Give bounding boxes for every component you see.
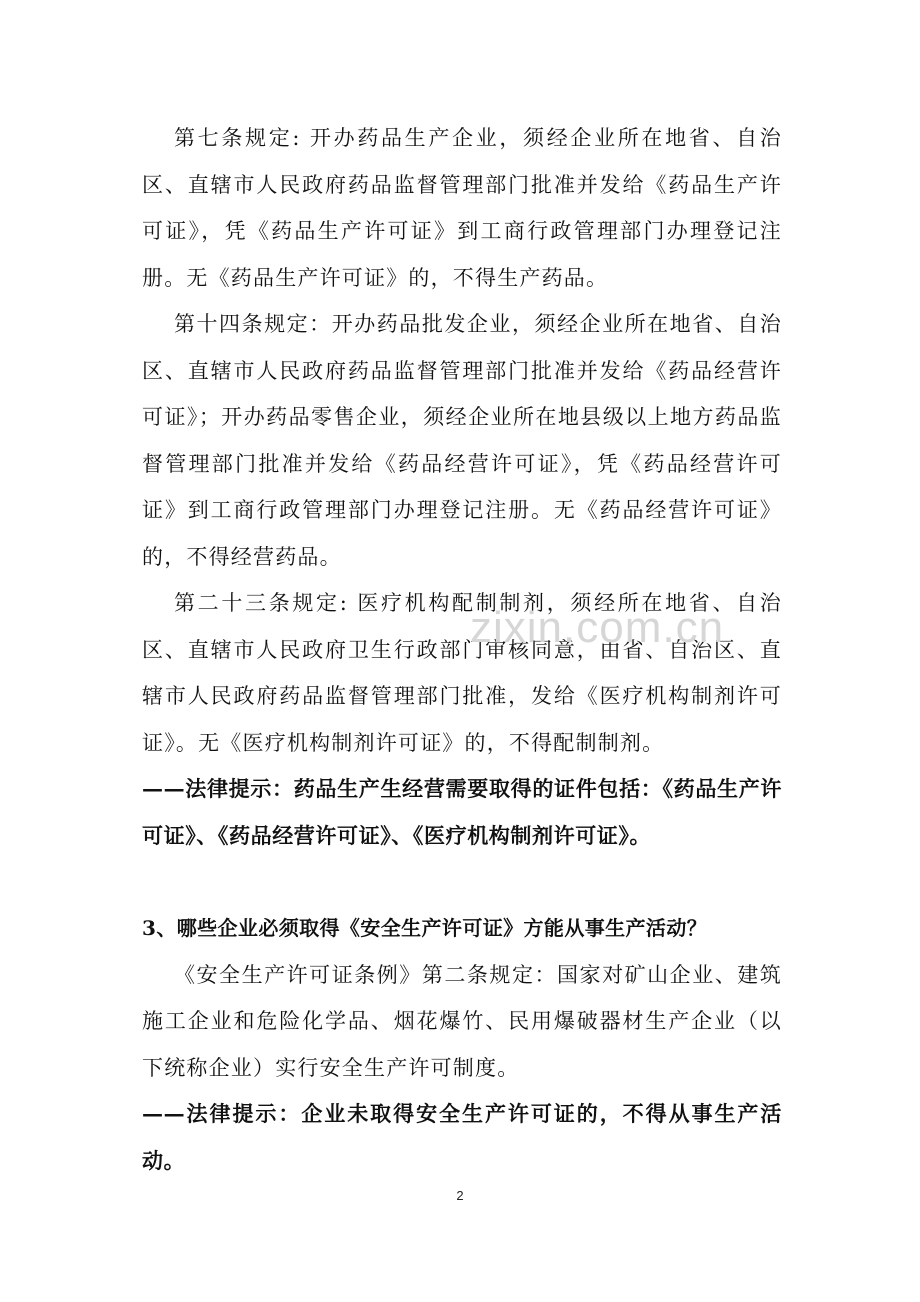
article-23-paragraph: 第二十三条规定: 医疗机构配制制剂，须经所在地省、自治区、直辖市人民政府卫生行政部门审核同意，由省、自治区、直辖市人民政府药品监督管理部门批准，发给《医疗机构制剂许可证》。无《医疗机构制剂许可证》的，不得配制制剂。 [142, 591, 782, 755]
legal-tip-safety-license: ——法律提示：企业未取得安全生产许可证的，不得从事生产活动。 [142, 1101, 782, 1173]
safety-regulation-article-2: 《安全生产许可证条例》第二条规定：国家对矿山企业、建筑施工企业和危险化学品、烟花爆竹、民用爆破器材生产企业（以下统称企业）实行安全生产许可制度。 [142, 962, 782, 1080]
article-7-paragraph: 第七条规定: 开办药品生产企业，须经企业所在地省、自治区、直辖市人民政府药品监督管理部门批准并发给《药品生产许可证》，凭《药品生产许可证》到工商行政管理部门办理登记注册。无《药品生产许可证》的，不得生产药品。 [142, 126, 782, 290]
section-gap [142, 859, 782, 905]
watermark: zixin.com.cn [470, 603, 725, 652]
section-3-heading: 3、哪些企业必须取得《安全生产许可证》方能从事生产活动？ [142, 916, 708, 940]
page-number: 2 [456, 1188, 464, 1203]
article-14-paragraph: 第十四条规定：开办药品批发企业，须经企业所在地省、自治区、直辖市人民政府药品监督管理部门批准并发给《药品经营许可证》；开办药品零售企业，须经企业所在地县级以上地方药品监督管理部门批准并发给《药品经营许可证》，凭《药品经营许可证》到工商行政管理部门办理登记注册。无《药品经营许可证》的，不得经营药品。 [142, 312, 782, 569]
document-body [142, 115, 782, 1184]
legal-tip-drug-licenses: ——法律提示：药品生产生经营需要取得的证件包括：《药品生产许可证》、《药品经营许可证》、《医疗机构制剂许可证》。 [142, 776, 782, 848]
